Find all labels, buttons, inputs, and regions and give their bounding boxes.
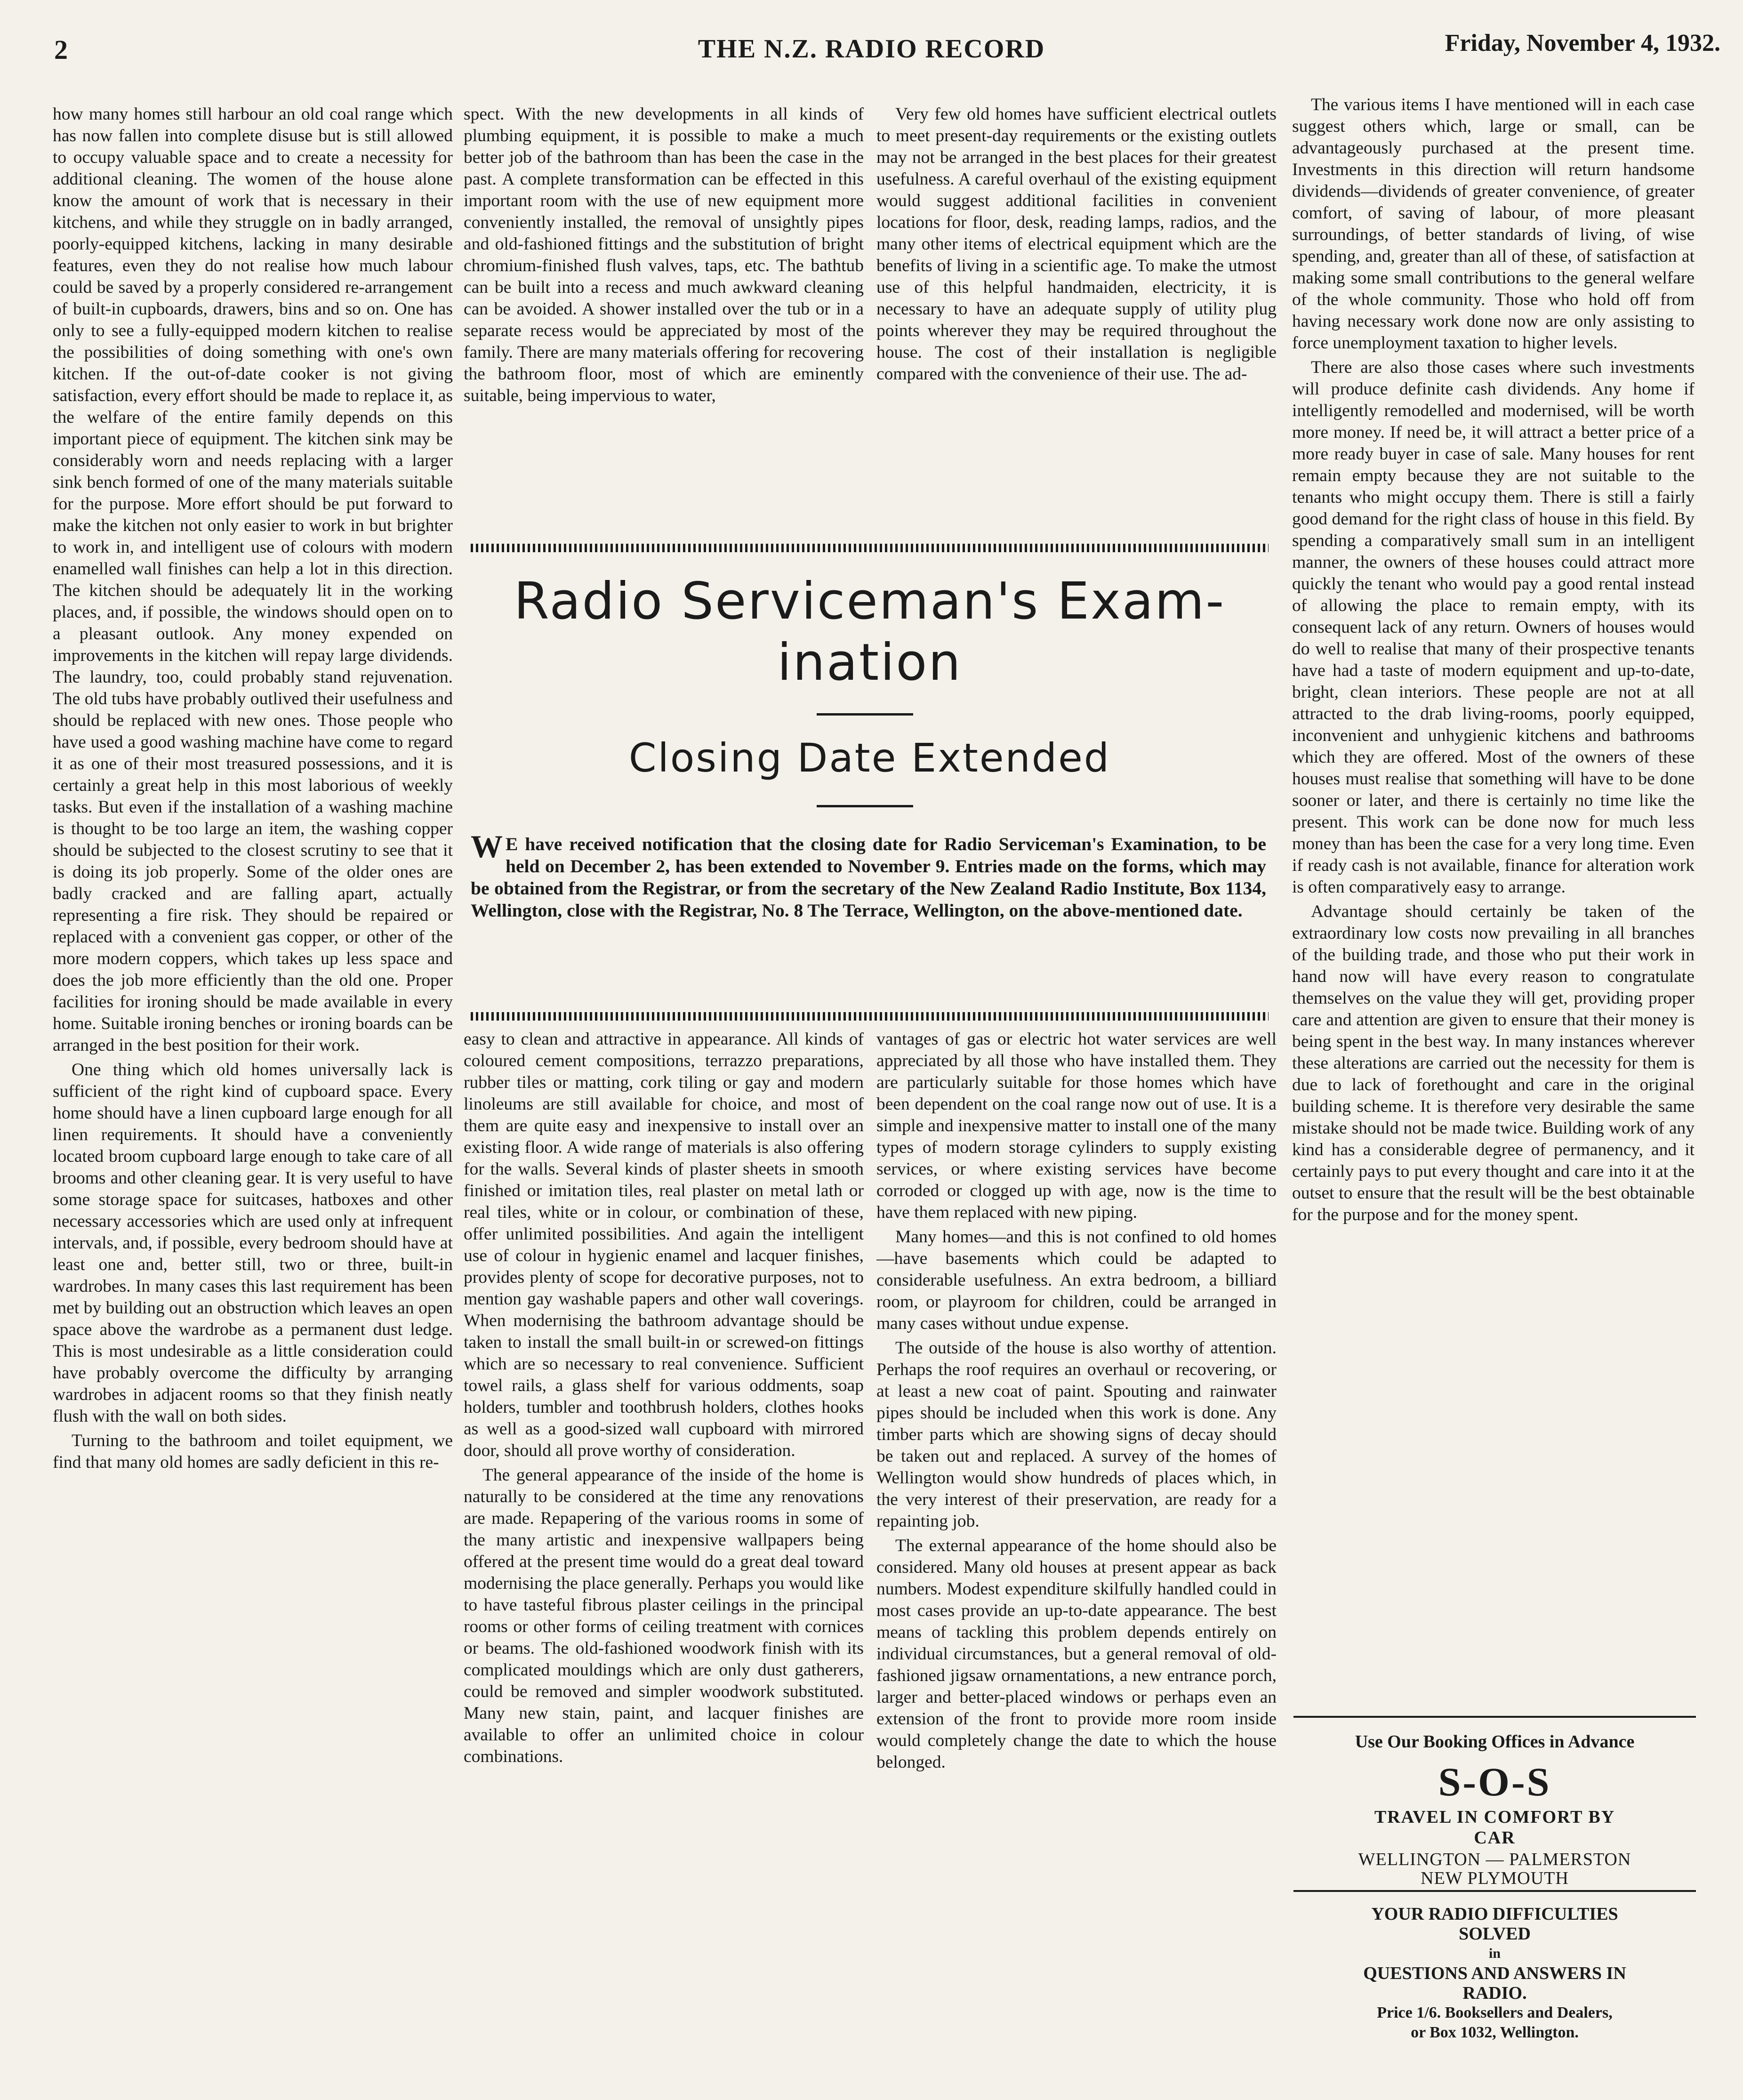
radio-ad-line: YOUR RADIO DIFFICULTIES [1371,1904,1618,1924]
notice-short-rule [817,805,913,807]
ad-divider [1293,1890,1696,1892]
issue-date: Friday, November 4, 1932. [1445,30,1720,56]
article-column-2-top [464,104,864,530]
sos-ad-route-line: NEW PLYMOUTH [1421,1868,1569,1888]
paragraph: how many homes still harbour an old coal range which has now fallen into complete disuse but is still allowed to occupy valuable space and to create a necessity for additional cleaning. The women of the house alone know the amount of work that is necessary in their kitchens, and while they struggle on in badly arranged, poorly-equipped kitchens, lacking in many desirable features, even they do not realise how much labour could be saved by a properly considered re-arrangement of built-in cupboards, drawers, bins and so on. One has only to see a fully-equipped modern kitchen to realise the possibilities of doing something with one's own kitchen. If the out-of-date cooker is not giving satisfaction, every effort should be made to replace it, as the welfare of the entire family depends on this important piece of equipment. The kitchen sink may be considerably worn and needs replacing with a larger sink bench formed of one of the many materials suitable for the purpose. More effort should be put forward to make the kitchen not only easier to work in but brighter to work in, and intelligent use of colours with modern enamelled wall finishes can help a lot in this direction. The kitchen should be adequately lit in the working places, and, if possible, the windows should open on to a pleasant outlook. Any money expended on improvements in the kitchen will repay large dividends. The laundry, too, could probably stand rejuvenation. The old tubs have probably outlived their usefulness and should be replaced with new ones. Those people who have used a good washing machine have come to regard it as one of their most treasured possessions, and it is certainly a great help in this most laborious of weekly tasks. But even if the installation of a washing machine is thought to be too large an item, the washing copper should be subjected to the closest scrutiny to see that it is doing its job properly. Some of the older ones are badly cracked and are falling apart, actually representing a fire risk. They should be repaired or replaced with a convenient gas copper, or other of the more modern coppers, which takes up less space and does the job more efficiently than the old one. Proper facilities for ironing should be made available in every home. Suitable ironing benches or ironing boards can be arranged in the best position for their work. [53,105,453,1055]
radio-ad-line: RADIO. [1462,1983,1527,2003]
paragraph: There are also those cases where such investments will produce definite cash dividends. Any home if intelligently remodelled and modernised, will be worth more money. If need be, it will attract a better price of a more ready buyer in case of sale. Many houses for rent remain empty because they are not suitable to the tenants who might occupy them. There is still a fairly good demand for the right class of house in this field. By spending a comparatively small sum in an intelligent manner, the owners of these houses could attract more quickly the tenant who would pay a good rental instead of allowing the place to remain empty, with its consequent lack of any return. Owners of houses would do well to realise that many of their prospective tenants have had a taste of modern equipment and up-to-date, bright, clean interiors. These people are not at all attracted to the drab living-rooms, poorly equipped, inconvenient and unhygienic kitchens and bathrooms which they are offered. Most of the owners of these houses must realise that something will have to be done sooner or later, and there is certainly no time like the present. This work can be done now for much less money than has been the case for a very long time. Even if ready cash is not available, finance for alteration work is often comparatively easy to arrange. [1292,358,1695,897]
article-column-4 [1292,94,1695,1704]
paragraph: Many homes—and this is not confined to old homes—have basements which could be adapted to considerable usefulness. An extra bedroom, a billiard room, or playroom for children, could be arranged in many cases without undue expense. [876,1227,1277,1333]
radio-ad-line: in [1488,1946,1501,1961]
paragraph: Turning to the bathroom and toilet equipment, we find that many old homes are sadly deficient in this re- [53,1431,453,1472]
article-column-1 [53,104,453,2062]
ad-divider [1293,1716,1696,1718]
notice-heading-line2: ination [777,633,962,692]
sos-ad-slogan [1293,1807,1696,1848]
paragraph: spect. With the new developments in all kinds of plumbing equipment, it is possible to make a much better job of the bathroom than has been the case in the past. A complete transformation can be effected in this important room with the use of new equipment more conveniently installed, the removal of unsightly pipes and old-fashioned fittings and the substitution of bright chromium-finished flush valves, taps, etc. The bathtub can be built into a recess and much awkward cleaning can be avoided. A shower installed over the tub or in a separate recess would be appreciated by most of the family. There are many materials offering for recovering the bathroom floor, most of which are eminently suitable, being impervious to water, [464,105,864,405]
notice-bottom-divider [471,1012,1269,1021]
article-column-2-bottom [464,1029,864,2064]
paragraph: The external appearance of the home should also be considered. Many old houses at present appear as back numbers. Modest expenditure skilfully handled could in most cases provide an up-to-date appearance. The best means of tackling this problem depends entirely on individual circumstances, but a general removal of old-fashioned jigsaw ornamentations, a new entrance porch, larger and better-placed windows or perhaps even an extension of the front to provide more room inside would completely change the date to which the house belonged. [876,1536,1277,1772]
notice-short-rule [817,713,913,716]
notice-text: E have received notification that the closing date for Radio Serviceman's Examination, to be held on December 2, has been extended to November 9. Entries made on the forms, which may be obtained from the Registrar, or from the secretary of the New Zealand Radio Institute, Box 1134, Wellington, close with the Registrar, No. 8 The Terrace, Wellington, on the above-mentioned date. [471,834,1266,921]
notice-top-divider [471,544,1269,552]
paragraph: One thing which old homes universally lack is sufficient of the right kind of cupboard space. Every home should have a linen cupboard large enough for all linen requirements. It should have a conveniently located broom cupboard large enough to take care of all brooms and other cleaning gear. It is very useful to have some storage space for suitcases, hatboxes and other necessary accessories which are used only at infrequent intervals, and, if possible, every bedroom should have at least one and, better still, two or three, built-in wardrobes. In many cases this last requirement has been met by building out an obstruction which leaves an open space above the wardrobe as a permanent dust ledge. This is most undesirable as a little consideration could have probably overcome the difficulty by arranging wardrobes in adjacent rooms so that they finish neatly flush with the wall on both sides. [53,1060,453,1426]
paragraph: The outside of the house is also worthy of attention. Perhaps the roof requires an overhaul or recovering, or at least a new coat of paint. Spouting and rainwater pipes should be included when this work is done. Any timber parts which are showing signs of decay should be taken out and replaced. A survey of the homes of Wellington would show hundreds of places which, in the very interest of their preservation, are ready for a repainting job. [876,1338,1277,1531]
sos-ad-routes [1293,1850,1696,1888]
notice-subheading: Closing Date Extended [628,735,1111,781]
radio-ad-line: QUESTIONS AND ANSWERS IN [1363,1963,1626,1983]
sos-ad-brand: S-O-S [1438,1759,1551,1804]
article-column-3-top [876,104,1277,530]
paragraph: vantages of gas or electric hot water services are well appreciated by all those who have installed them. They are particularly suitable for those homes which have been dependent on the coal range now out of use. It is a simple and inexpensive matter to install one of the many types of modern storage cylinders to supply existing services, or where existing services have become corroded or clogged up with age, now is the time to have them replaced with new piping. [876,1030,1277,1222]
paragraph: easy to clean and attractive in appearance. All kinds of coloured cement compositions, terrazzo preparations, rubber tiles or matting, cork tiling or gay and modern linoleums are still available for choice, and most of them are quite easy and inexpensive to install over an existing floor. A wide range of materials is also offering for the walls. Several kinds of plaster sheets in smooth finished or imitation tiles, real plaster on metal lath or real tiles, white or in colour, or combination of these, offer unlimited possibilities. And again the intelligent use of colour in hygienic enamel and lacquer finishes, provides plenty of scope for decorative purposes, not to mention gay washable papers and other wall coverings. When modernising the bathroom advantage should be taken to install the small built-in or screwed-on fittings which are so necessary to real convenience. Sufficient towel rails, a glass shelf for various oddments, soap holders, tumbler and toothbrush holders, clothes hooks as well as a good-sized wall cupboard with mirrored door, should all prove worthy of consideration. [464,1030,864,1460]
notice-body [471,829,1266,922]
sos-ad-slogan-line: CAR [1474,1828,1516,1848]
notice-heading-line1: Radio Serviceman's Exam- [514,572,1226,631]
sos-ad-route-line: WELLINGTON — PALMERSTON [1358,1850,1631,1869]
article-column-3-bottom [876,1029,1277,2064]
sos-ad-slogan-line: TRAVEL IN COMFORT BY [1374,1807,1615,1827]
paragraph: The various items I have mentioned will in each case suggest others which, large or small, can be advantageously purchased at the present time. Investments in this direction will return handsome dividends—dividends of greater convenience, of greater comfort, of saving of labour, of more pleasant surroundings, of better standards of living, of wise spending, and, greater than all of these, of satisfaction at making some small contributions to the general welfare of the whole community. Those who hold off from having necessary work done now are only assisting to force unemployment taxation to higher levels. [1292,95,1695,353]
paragraph: The general appearance of the inside of the home is naturally to be considered at the time any renovations are made. Repapering of the various rooms in some of the many artistic and inexpensive wallpapers being offered at the present time would do a great deal toward modernising the place generally. Perhaps you would like to have tasteful fibrous plaster ceilings in the principal rooms or other forms of ceiling treatment with cornices or beams. The old-fashioned woodwork finish with its complicated mouldings which are only dust gatherers, could be removed and simpler woodwork substituted. Many new stain, paint, and lacquer finishes are available to offer an unlimited choice in colour combinations. [464,1465,864,1766]
radio-ad-line: SOLVED [1459,1924,1531,1944]
radio-book-ad [1293,1904,1696,2043]
paragraph: Advantage should certainly be taken of the extraordinary low costs now prevailing in all branches of the building trade, and those who put their work in hand now will have every reason to congratulate themselves on the value they will get, providing proper care and attention are given to ensure that their money is being spent in the best way. In many instances wherever these alterations are carried out the necessity for them is due to lack of forethought and care in the original building scheme. It is therefore very desirable the same mistake should not be made twice. Building work of any kind has a considerable degree of permanency, and it certainly pays to put every thought and care into it at the outset to ensure that the result will be the best obtainable for the purpose and for the money spent. [1292,902,1695,1224]
publication-title: THE N.Z. RADIO RECORD [698,34,1045,64]
paragraph: Very few old homes have sufficient electrical outlets to meet present-day requirements or the existing outlets may not be arranged in the best places for their greatest usefulness. A careful overhaul of the existing equipment would suggest additional facilities in convenient locations for floor, desk, reading lamps, radios, and the many other items of electrical equipment which are the benefits of living in a scientific age. To make the utmost use of this helpful handmaiden, electricity, it is necessary to have an adequate supply of utility plug points wherever they may be required throughout the house. The cost of their installation is negligible compared with the convenience of their use. The ad- [876,105,1277,384]
radio-ad-address: or Box 1032, Wellington. [1411,2024,1579,2041]
drop-cap: W [471,829,503,864]
radio-ad-price: Price 1/6. Booksellers and Dealers, [1377,2004,1613,2021]
sos-ad-tagline: Use Our Booking Offices in Advance [1355,1732,1635,1752]
page-number: 2 [54,34,68,65]
